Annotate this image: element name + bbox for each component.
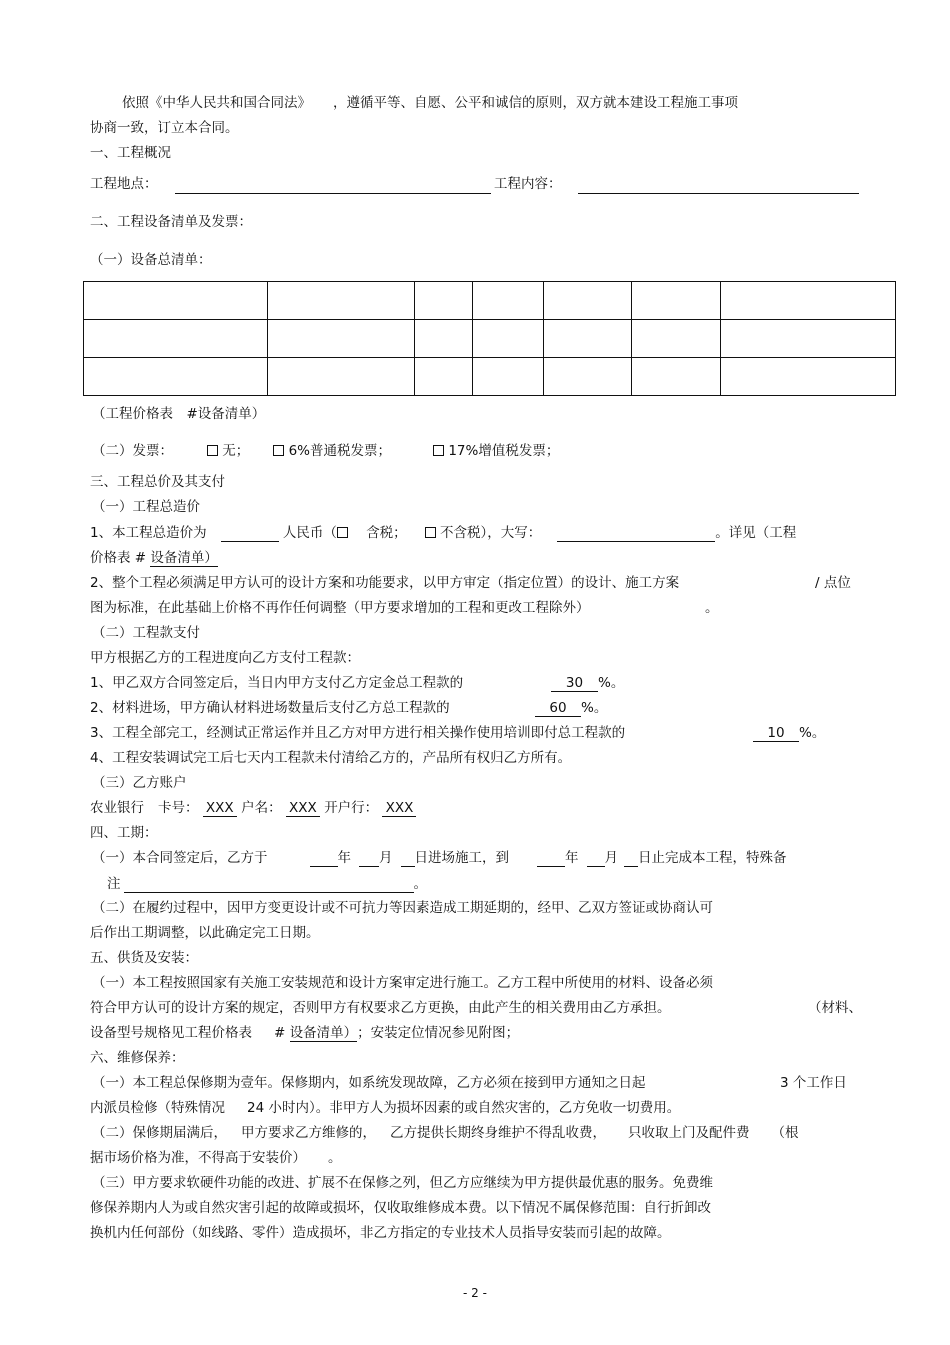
- percent-sign: %。: [799, 725, 826, 741]
- table-row: [84, 358, 896, 396]
- month-label: 月: [379, 850, 393, 866]
- invoice-6-label: 6%普通税发票；: [288, 443, 392, 459]
- project-content-field[interactable]: [578, 193, 859, 194]
- table-cell[interactable]: [721, 320, 896, 358]
- payment-intro: 甲方根据乙方的工程进度向乙方支付工程款：: [90, 650, 360, 666]
- project-site-label: 工程地点：: [90, 176, 158, 192]
- post-warranty-text-b: 甲方要求乙方维修的，: [241, 1125, 376, 1141]
- table-cell[interactable]: [414, 320, 472, 358]
- card-number-label: 卡号：: [158, 800, 199, 816]
- equipment-table: [83, 281, 896, 396]
- account-line: [90, 799, 416, 817]
- total-cost-line: [90, 524, 796, 542]
- tax-included-label: 含税；: [366, 525, 407, 541]
- table-cell[interactable]: [414, 358, 472, 396]
- table-cell[interactable]: [472, 358, 544, 396]
- account-heading: （三）乙方账户: [92, 775, 187, 791]
- table-cell[interactable]: [414, 282, 472, 320]
- tax-excluded-checkbox[interactable]: [425, 527, 436, 538]
- table-row: [84, 320, 896, 358]
- supply-line-1: （一）本工程按照国家有关施工安装规范和设计方案审定进行施工。乙方工程中所使用的材料、设备必须: [92, 975, 713, 991]
- supply-line-2: 符合甲方认可的设计方案的规定，否则甲方有权要求乙方更换，由此产生的相关费用由乙方承担。: [90, 1000, 671, 1016]
- account-name-label: 户名：: [241, 800, 282, 816]
- table-cell[interactable]: [544, 320, 632, 358]
- percent-sign: %。: [581, 700, 608, 716]
- warranty-line-1: （一）本工程总保修期为壹年。保修期内，如系统发现故障，乙方必须在接到甲方通知之日起: [92, 1075, 646, 1091]
- table-row: [84, 282, 896, 320]
- account-name-value[interactable]: XXX: [286, 800, 320, 817]
- post-warranty-text-d: 只收取上门及配件费: [628, 1125, 750, 1141]
- market-price-text: 据市场价格为准，不得高于安装价）: [90, 1150, 306, 1166]
- payment-1-text: 1、甲乙双方合同签定后，当日内甲方支付乙方定金总工程款的: [90, 675, 464, 691]
- table-cell[interactable]: [267, 282, 414, 320]
- schedule-note-line: [107, 875, 427, 893]
- design-requirement-line-1: 2、整个工程必须满足甲方认可的设计方案和功能要求，以甲方审定（指定位置）的设计、施工方案: [90, 575, 680, 591]
- percent-sign: %。: [598, 675, 625, 691]
- table-cell[interactable]: [472, 282, 544, 320]
- table-cell[interactable]: [721, 358, 896, 396]
- supply-line-2-tail: （材料、: [808, 1000, 862, 1016]
- table-cell[interactable]: [267, 320, 414, 358]
- intro-law-reference: 依照《中华人民共和国合同法》: [122, 95, 311, 111]
- payment-heading: （二）工程款支付: [92, 625, 200, 641]
- payment-3-value-group: [753, 724, 825, 742]
- start-day-field[interactable]: [401, 850, 415, 867]
- price-table-ref: 价格表 #: [90, 550, 147, 566]
- invoice-label: （二）发票：: [92, 443, 173, 459]
- table-cell[interactable]: [472, 320, 544, 358]
- end-year-field[interactable]: [537, 850, 565, 867]
- note-label: 注: [107, 876, 121, 892]
- currency-text: 人民币（: [282, 525, 337, 541]
- start-year-field[interactable]: [310, 850, 338, 867]
- table-cell[interactable]: [721, 282, 896, 320]
- intro-line-2: 协商一致，订立本合同。: [90, 120, 239, 136]
- sentence-end: 。: [328, 1150, 342, 1166]
- payment-1-value-group: [551, 674, 624, 692]
- project-content-label: 工程内容：: [494, 176, 562, 192]
- payment-4-text: 4、工程安装调试完工后七天内工程款未付清给乙方的，产品所有权归乙方所有。: [90, 750, 572, 766]
- section-1-heading: 一、工程概况: [90, 145, 171, 161]
- schedule-line-1: [92, 849, 787, 867]
- tax-included-checkbox[interactable]: [337, 527, 348, 538]
- section-6-heading: 六、维修保养：: [90, 1050, 185, 1066]
- table-cell[interactable]: [632, 358, 721, 396]
- section-2-heading: 二、工程设备清单及发票：: [90, 214, 252, 230]
- exclusion-line-1: （三）甲方要求软硬件功能的改进、扩展不在保修之列，但乙方应继续为甲方提供最优惠的服务。免费维: [92, 1175, 713, 1191]
- table-cell[interactable]: [544, 358, 632, 396]
- bank-name: 农业银行: [90, 800, 144, 816]
- spec-text: 设备型号规格见工程价格表: [90, 1025, 252, 1041]
- post-warranty-line-2: [90, 1149, 342, 1167]
- payment-2-value-group: [535, 699, 607, 717]
- payment-2-text: 2、材料进场，甲方确认材料进场数量后支付乙方总工程款的: [90, 700, 450, 716]
- installation-ref: ；安装定位情况参见附图；: [357, 1025, 520, 1041]
- schedule-text-3: 日止完成本工程，特殊备: [638, 850, 787, 866]
- invoice-none-label: 无；: [222, 443, 250, 459]
- invoice-17-label: 17%增值税发票；: [448, 443, 560, 459]
- equipment-list-ref: 设备清单）: [150, 550, 218, 566]
- start-month-field[interactable]: [359, 850, 379, 867]
- invoice-none-checkbox[interactable]: [207, 445, 218, 456]
- amount-in-words-field[interactable]: [557, 525, 715, 542]
- section-5-heading: 五、供货及安装：: [90, 950, 198, 966]
- special-case-text: 内派员检修（特殊情况: [90, 1100, 225, 1116]
- warranty-line-1-tail: 3 个工作日: [780, 1075, 847, 1091]
- delay-line-1: （二）在履约过程中，因甲方变更设计或不可抗力等因素造成工期延期的，经甲、乙双方签证或协商认可: [92, 900, 713, 916]
- table-cell[interactable]: [84, 320, 268, 358]
- design-requirement-end: 。: [705, 600, 719, 616]
- payment-3-percent[interactable]: 10: [753, 725, 799, 742]
- special-note-field[interactable]: [124, 876, 414, 893]
- schedule-text-2: 日进场施工，到: [414, 850, 509, 866]
- payment-3-text: 3、工程全部完工，经测试正常运作并且乙方对甲方进行相关操作使用培训即付总工程款的: [90, 725, 626, 741]
- invoice-17-checkbox[interactable]: [433, 445, 444, 456]
- total-cost-text: 1、本工程总造价为: [90, 525, 207, 541]
- branch-value[interactable]: XXX: [382, 800, 416, 817]
- post-warranty-text-a: （二）保修期届满后，: [92, 1125, 227, 1141]
- design-requirement-tail: / 点位: [815, 575, 851, 591]
- end-month-field[interactable]: [587, 850, 605, 867]
- section-3-heading: 三、工程总价及其支付: [90, 474, 225, 490]
- table-cell[interactable]: [267, 358, 414, 396]
- total-cost-heading: （一）工程总造价: [92, 499, 200, 515]
- post-warranty-text-e: （根: [771, 1125, 799, 1141]
- design-requirement-line-2: 图为标准，在此基础上价格不再作任何调整（甲方要求增加的工程和更改工程除外）: [90, 600, 590, 616]
- exclusion-line-3: 换机内任何部份（如线路、零件）造成损坏，非乙方指定的专业技术人员指导安装而引起的故障。: [90, 1225, 671, 1241]
- card-number-value[interactable]: XXX: [203, 800, 237, 817]
- delay-line-2: 后作出工期调整，以此确定完工日期。: [90, 925, 320, 941]
- exclusion-line-2: 修保养期内人为或自然灾害引起的故障或损坏，仅收取维修成本费。以下情况不属保修范围：自行折卸改: [90, 1200, 711, 1216]
- intro-line-1: [122, 94, 738, 112]
- see-details-text: 。详见（工程: [715, 525, 797, 541]
- end-day-field[interactable]: [624, 850, 638, 867]
- supply-line-3: [90, 1024, 519, 1042]
- total-cost-line-2: [90, 549, 218, 567]
- response-time-text: 24 小时内）。非甲方人为损坏因素的或自然灾害的，乙方免收一切费用。: [247, 1100, 681, 1116]
- hash-sign: #: [274, 1025, 286, 1041]
- payment-2-percent[interactable]: 60: [535, 700, 581, 717]
- table-note: （工程价格表 #设备清单）: [92, 406, 266, 422]
- post-warranty-line-1: [92, 1124, 799, 1142]
- post-warranty-text-c: 乙方提供长期终身维护不得乱收费，: [390, 1125, 606, 1141]
- branch-label: 开户行：: [324, 800, 379, 816]
- invoice-6-checkbox[interactable]: [273, 445, 284, 456]
- invoice-row: [92, 442, 559, 460]
- warranty-line-2: [90, 1099, 680, 1117]
- table-cell[interactable]: [84, 282, 268, 320]
- project-site-field[interactable]: [175, 193, 491, 194]
- year-label: 年: [565, 850, 579, 866]
- year-label: 年: [337, 850, 351, 866]
- table-cell[interactable]: [632, 282, 721, 320]
- equipment-list-heading: （一）设备总清单：: [90, 252, 212, 268]
- tax-excluded-label: 不含税），大写：: [439, 525, 542, 541]
- payment-1-percent[interactable]: 30: [551, 675, 598, 692]
- page-number: - 2 -: [463, 1286, 487, 1300]
- section-4-heading: 四、工期：: [90, 825, 158, 841]
- table-cell[interactable]: [84, 358, 268, 396]
- total-cost-amount-field[interactable]: [221, 525, 279, 542]
- table-cell[interactable]: [544, 282, 632, 320]
- equipment-list-ref: 设备清单）: [289, 1025, 358, 1041]
- month-label: 月: [604, 850, 618, 866]
- schedule-text: （一）本合同签定后，乙方于: [92, 850, 268, 866]
- intro-principles: ，遵循平等、自愿、公平和诚信的原则，双方就本建设工程施工事项: [333, 95, 738, 111]
- table-cell[interactable]: [632, 320, 721, 358]
- note-end: 。: [413, 876, 427, 892]
